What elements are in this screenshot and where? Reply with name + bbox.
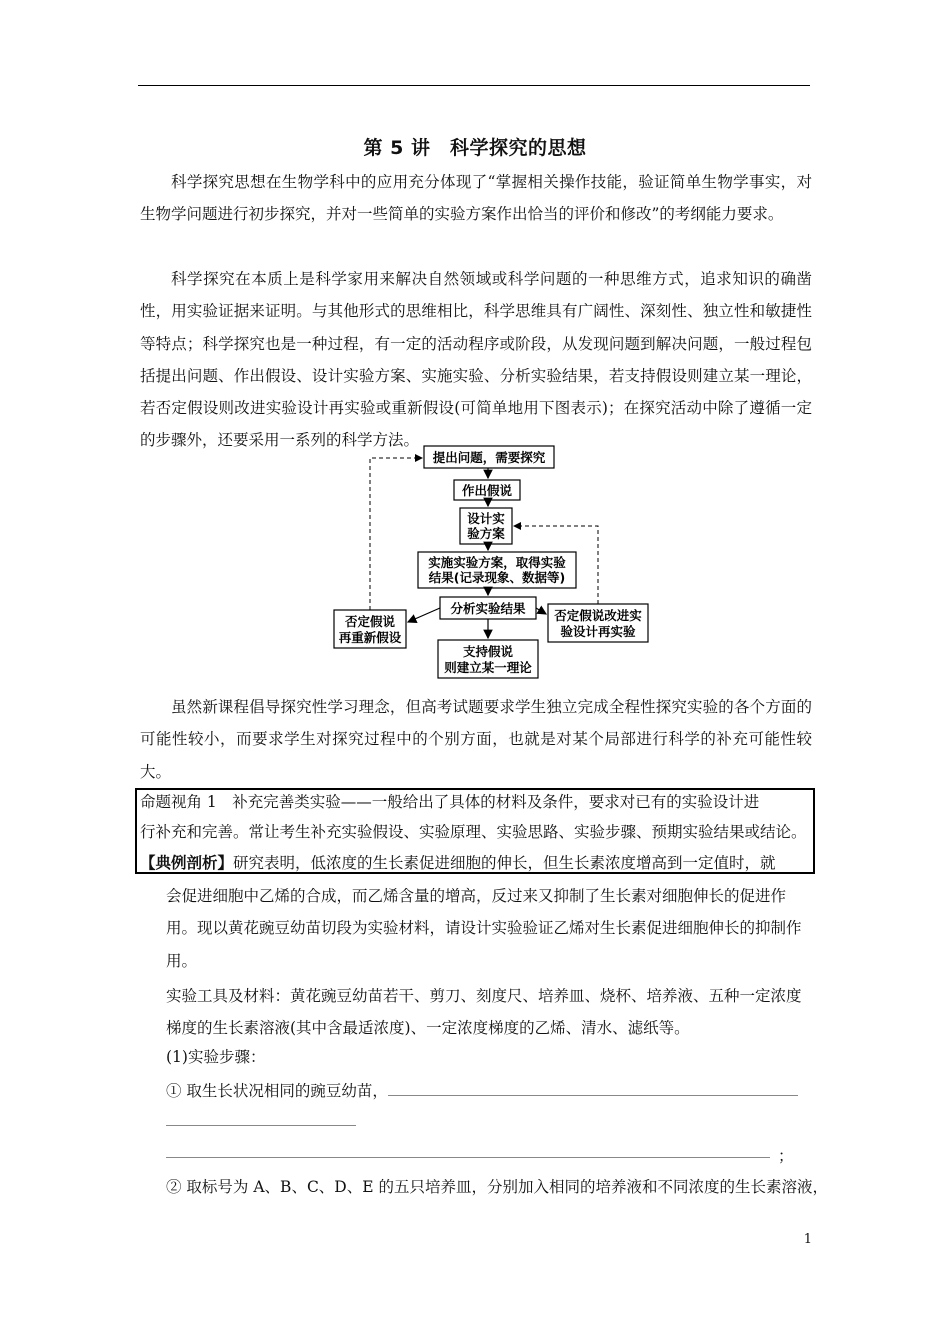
step-2: ② 取标号为 A、B、C、D、E 的五只培养皿，分别加入相同的培养液和不同浓度的生长素溶液， <box>166 1178 828 1196</box>
flow-text-implement-2: 结果(记录现象、数据等) <box>428 570 566 585</box>
flow-text-design-2: 验方案 <box>467 526 505 541</box>
flow-text-reject-right-1: 否定假说改进实 <box>554 608 642 623</box>
flow-text-ask: 提出问题，需要探究 <box>432 450 546 465</box>
example-tag: 【典例剖析】 <box>140 853 234 872</box>
step-1-semicolon: ； <box>778 1147 794 1165</box>
inquiry-flowchart <box>330 444 660 680</box>
step-1-text: ① 取生长状况相同的豌豆幼苗， <box>166 1082 388 1100</box>
example-text: 研究表明，低浓度的生长素促进细胞的伸长，但生长素浓度增高到一定值时，就 <box>233 854 776 872</box>
answer-blank-3[interactable] <box>166 1157 770 1158</box>
page-number: 1 <box>803 1232 812 1247</box>
example-continuation: 会促进细胞中乙烯的合成，而乙烯含量的增高，反过来又抑制了生长素对细胞伸长的促进作用。现以黄花豌豆幼苗切段为实验材料，请设计实验验证乙烯对生长素促进细胞伸长的抑制作用。 <box>166 887 802 970</box>
flow-text-analyze: 分析实验结果 <box>450 601 526 616</box>
step-1 <box>166 1079 798 1101</box>
flow-text-reject-right-2: 验设计再实验 <box>560 624 636 639</box>
page-title: 第 5 讲 科学探究的思想 <box>363 137 587 159</box>
header-rule <box>138 85 810 86</box>
flow-text-implement-1: 实施实验方案，取得实验 <box>428 555 566 570</box>
flow-text-reject-left-1: 否定假说 <box>344 614 396 629</box>
flow-text-hypothesis: 作出假说 <box>461 483 513 498</box>
proposition-line-1: 命题视角 1 补充完善类实验——一般给出了具体的材料及条件，要求对已有的实验设计进 <box>140 793 760 811</box>
steps-heading: (1)实验步骤： <box>166 1048 266 1066</box>
example-line <box>140 851 820 873</box>
flow-text-support-2: 则建立某一理论 <box>444 660 532 675</box>
proposition-line-2: 行补充和完善。常让考生补充实验假设、实验原理、实验思路、实验步骤、预期实验结果或结论。 <box>140 823 807 841</box>
answer-blank-2[interactable] <box>166 1125 356 1126</box>
flow-text-support-1: 支持假说 <box>462 644 514 659</box>
exam-paragraph: 虽然新课程倡导探究性学习理念，但高考试题要求学生独立完成全程性探究实验的各个方面的可能性较小，而要求学生对探究过程中的个别方面，也就是对某个局部进行科学的补充可能性较大。 <box>140 698 812 781</box>
answer-blank-1[interactable] <box>388 1079 798 1096</box>
flow-text-reject-left-2: 再重新假设 <box>338 630 402 645</box>
method-paragraph: 科学探究在本质上是科学家用来解决自然领域或科学问题的一种思维方式，追求知识的确凿性，用实验证据来证明。与其他形式的思维相比，科学思维具有广阔性、深刻性、独立性和敏捷性等特点；科学探究也是一种过程，有一定的活动程序或阶段，从发现问题到解决问题，一般过程包括提出问题、作出假设、设计实验方案、实施实验、分析实验结果，若支持假设则建立某一理论，若否定假设则改进实验设计再实验或重新假设(可简单地用下图表示)；在探究活动中除了遵循一定的步骤外，还要采用一系列的科学方法。 <box>140 270 812 450</box>
intro-paragraph: 科学探究思想在生物学科中的应用充分体现了“掌握相关操作技能，验证简单生物学事实，对生物学问题进行初步探究，并对一些简单的实验方案作出恰当的评价和修改”的考纲能力要求。 <box>140 173 812 224</box>
materials-text: 实验工具及材料：黄花豌豆幼苗若干、剪刀、刻度尺、培养皿、烧杯、培养液、五种一定浓度梯度的生长素溶液(其中含最适浓度)、一定浓度梯度的乙烯、清水、滤纸等。 <box>166 987 802 1038</box>
flow-text-design-1: 设计实 <box>467 511 505 526</box>
